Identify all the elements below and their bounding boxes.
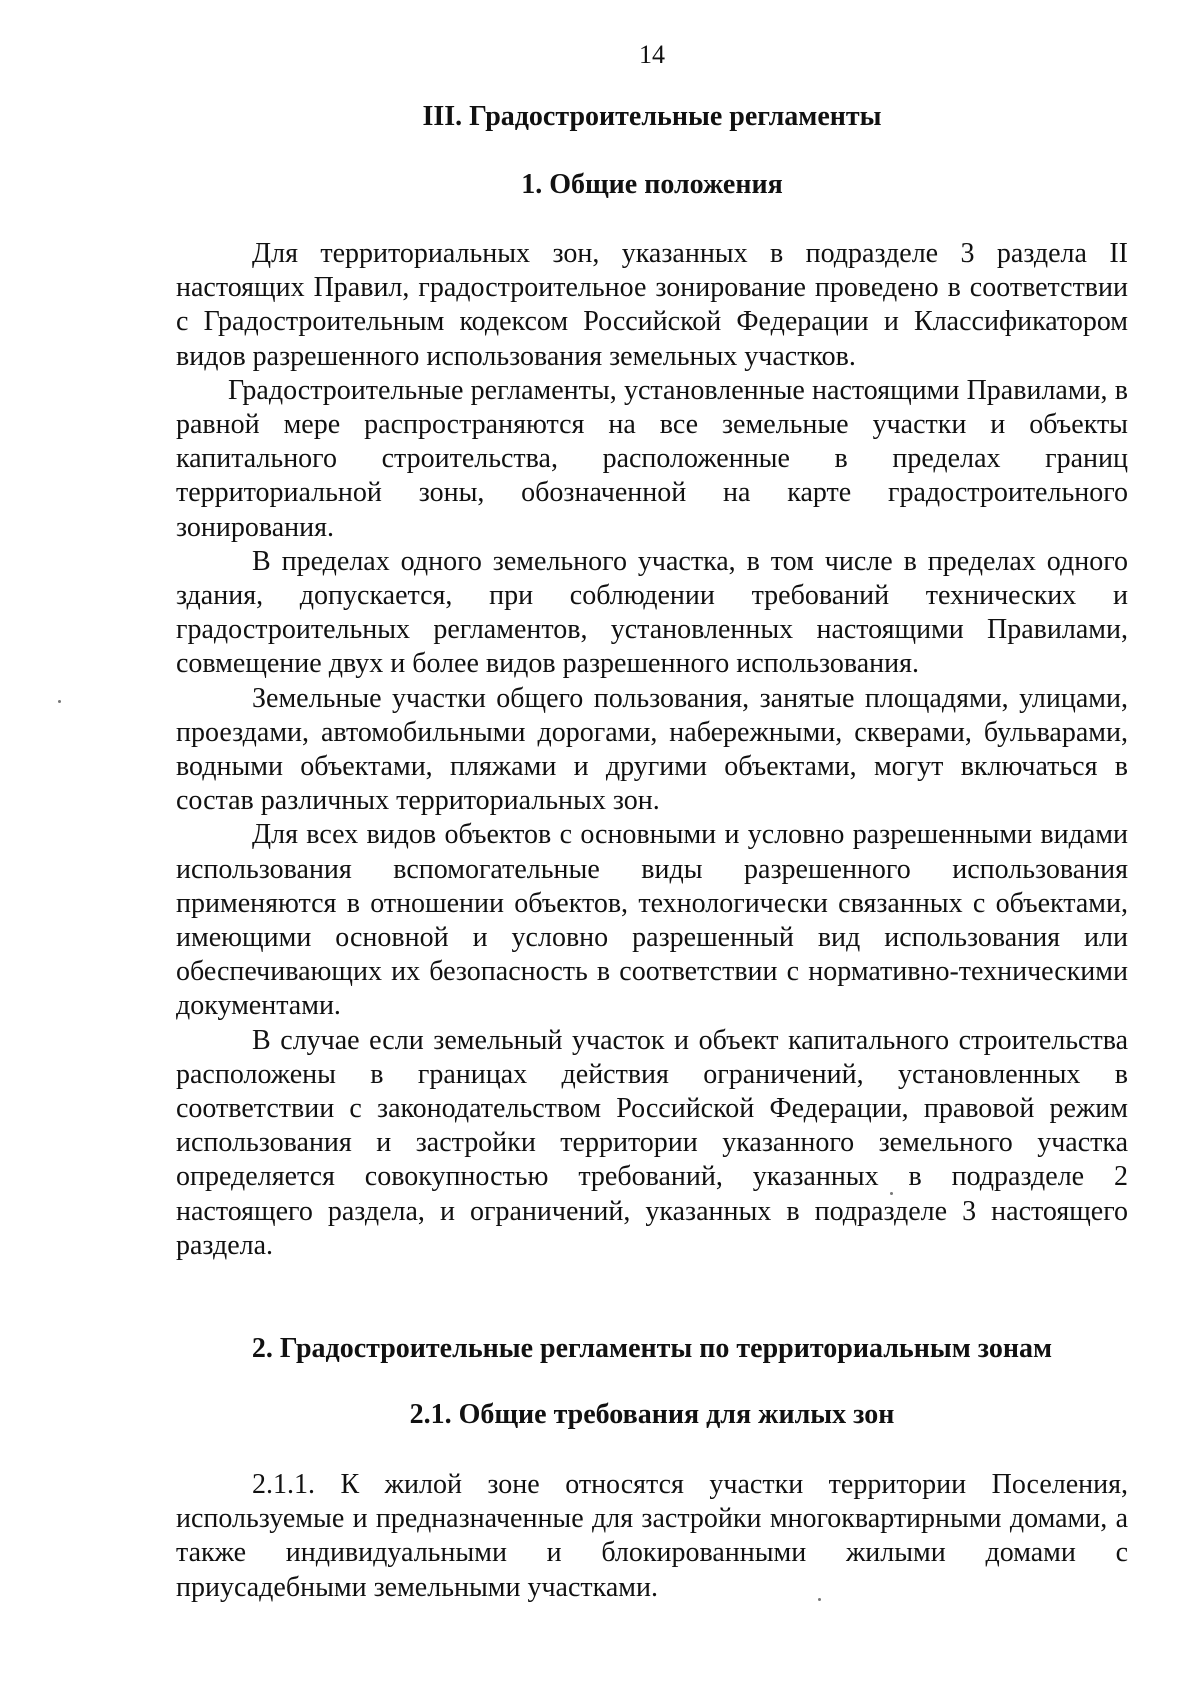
- paragraph: Для территориальных зон, указанных в подразделе 3 раздела II настоящих Правил, градостроительное зонирование проведено в соответствии с Градостроительным кодексом Российской Федерации и Классификатором видов разрешенного использования земельных участков.: [176, 238, 1128, 372]
- section-title: III. Градостроительные регламенты: [422, 101, 882, 132]
- paragraph: Земельные участки общего пользования, занятые площадями, улицами, проездами, автомобильными дорогами, набережными, скверами, бульварами, водными объектами, пляжами и другими объектами, могут включаться в состав различных территориальных зон.: [176, 682, 1128, 817]
- paragraph: Градостроительные регламенты, установленные настоящими Правилами, в равной мере распространяются на все земельные участки и объекты капитального строительства, расположенные в пределах границ территориальной зоны, обозначенной на карте градостроительного зонирования.: [176, 374, 1128, 543]
- paragraph: В случае если земельный участок и объект капитального строительства расположены в границах действия ограничений, установленных в соответствии с законодательством Российской Федерации, правовой режим использования и застройки территории указанного земельного участка определяется совокупностью требований, указанных в подразделе 2 настоящего раздела, и ограничений, указанных в подразделе 3 настоящего раздела.: [176, 1024, 1128, 1261]
- document-page: [176, 0, 1128, 1697]
- subsection-2-1-title: 2.1. Общие требования для жилых зон: [409, 1399, 895, 1430]
- subsection-1-title: 1. Общие положения: [521, 169, 783, 200]
- paragraph: В пределах одного земельного участка, в том числе в пределах одного здания, допускается, при соблюдении требований технических и градостроительных регламентов, установленных настоящими Правилами, совмещение двух и более видов разрешенного использования.: [176, 545, 1128, 680]
- paragraph: 2.1.1. К жилой зоне относятся участки территории Поселения, используемые и предназначенные для застройки многоквартирными домами, а также индивидуальными и блокированными жилыми домами с приусадебными земельными участками.: [176, 1469, 1128, 1603]
- scan-speck: [58, 700, 61, 703]
- subsection-2-1-body: [176, 1468, 1128, 1605]
- page-number: 14: [639, 40, 665, 69]
- subsection-2-title: 2. Градостроительные регламенты по территориальным зонам: [251, 1333, 1053, 1364]
- scan-speck: [890, 1192, 893, 1195]
- scan-speck: [818, 1598, 821, 1601]
- subsection-1-body: [176, 237, 1128, 1263]
- paragraph: Для всех видов объектов с основными и условно разрешенными видами использования вспомогательные виды разрешенного использования применяются в отношении объектов, технологически связанных с объектами, имеющими основной и условно разрешенный вид использования или обеспечивающих их безопасность в соответствии с нормативно-техническими документами.: [176, 819, 1128, 1022]
